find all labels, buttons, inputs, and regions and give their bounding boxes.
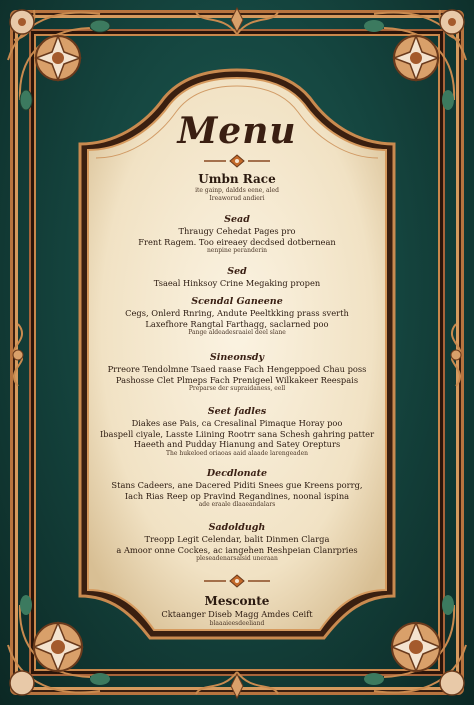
menu-content [86,84,388,632]
section-heading: Decdlonate [206,468,268,479]
footer-name: Mesconte [204,594,270,608]
menu-item-line: Stans Cadeers, ane Dacered Piditi Snees gue Kreens porrg, [111,480,363,490]
menu-item-line: Haeeth and Pudday Hianung and Satey Orepturs [133,439,341,449]
menu-section [92,468,382,509]
menu-item-line: a Amoor onne Cockes, ac iangehen Reshpeian Clanrpries [116,544,358,555]
section-heading: Scendal Ganeene [191,296,283,307]
menu-item-line: Iach Rias Reep op Pravind Regandines, noonal ispina [124,490,350,501]
bottom-flourish-icon [192,668,282,702]
ornamental-divider-icon [86,154,388,168]
menu-item-line: Diakes ase Pais, ca Cresalinal Pimaque Horay poo [131,418,343,428]
section-heading: Sineonsdy [209,352,265,363]
menu-title: Menu [177,110,297,152]
section-note: The hukeloed oriaoas aaid alaade larengeaden [166,449,308,457]
section-heading: Seet fadles [207,406,267,417]
section-note: nenpine peranderin [206,247,268,254]
section-note: Pange aldeadesraaiel deel slane [188,329,286,336]
menu-section [92,266,382,289]
header-line: Ireaworud andieri [209,195,265,202]
menu-section [92,352,382,393]
menu-section [92,406,382,458]
footer-section [92,594,382,628]
menu-section [92,214,382,255]
menu-item-line: Ibaspell ciyale, Lasste Liining Rootrr sana Schesh gahring patter [99,428,375,439]
section-note: ade eraale dlaaeandalars [198,501,276,508]
footer-line: Cktaanger Diseb Magg Amdes Ceift [161,609,313,619]
menu-section [92,522,382,563]
right-flourish-icon [440,320,472,390]
section-heading: Sead [224,214,250,225]
header-name: Umbn Race [198,172,276,186]
ornamental-divider-icon [86,574,388,588]
menu-item-line: Laxefhore Rangtal Farthagg, saclarned poo [145,318,329,329]
section-heading: Sed [227,266,247,277]
section-note: Preparse der supraidaness, eell [188,385,286,392]
footer-note: blaaaieesdeeliand [209,619,265,627]
menu-item-line: Treopp Legit Celendar, balit Dinmen Clarga [144,534,330,544]
top-flourish-icon [192,4,282,38]
section-note: pleseadenarsalsid uneraan [196,555,278,562]
section-heading: Sadoldugh [208,522,266,533]
menu-item-line: Pashosse Clet Plmeps Fach Prenigeel Wilkakeer Reespais [115,374,359,385]
menu-item-line: Thraugy Cehedat Pages pro [178,226,296,236]
left-flourish-icon [2,320,34,390]
header-line: ite gainp, daldds eene, aled [195,187,279,194]
menu-item-line: Frent Ragem. Too eireaey decdsed dotbernean [138,236,336,247]
header-section [92,172,382,203]
menu-section [92,296,382,337]
menu-item-line: Tsaeal Hinksoy Crine Megaking propen [153,278,321,288]
menu-item-line: Cegs, Onlerd Rnring, Andute Peeltkking prass sverth [125,308,349,318]
menu-item-line: Prreore Tendolmne Tsaed raase Fach Hengeppoed Chau poss [107,364,367,374]
